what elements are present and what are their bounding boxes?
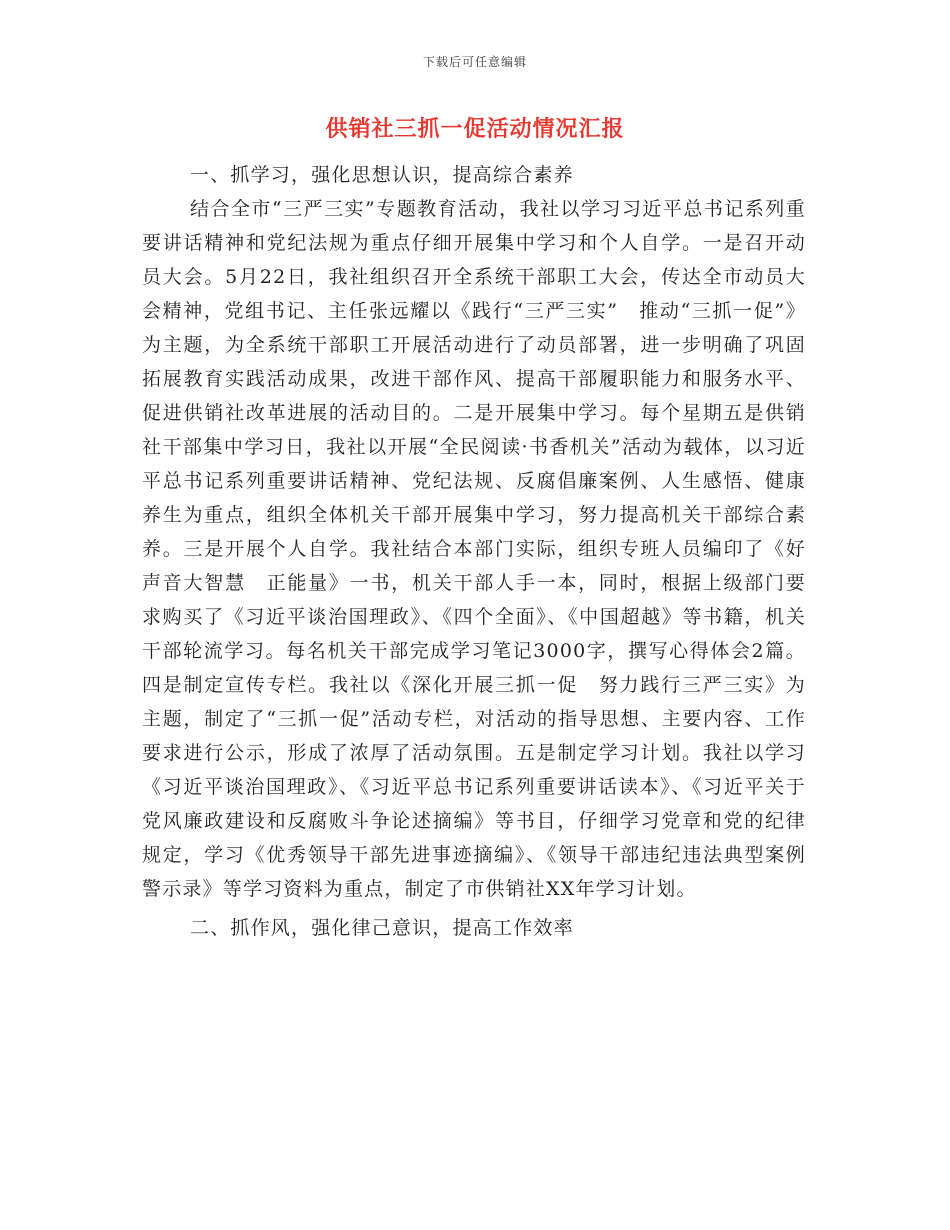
page-header-note: 下载后可任意编辑 bbox=[422, 55, 527, 69]
document-body bbox=[142, 158, 806, 945]
document-title: 供销社三抓一促活动情况汇报 bbox=[325, 116, 625, 142]
section-1-paragraph: 结合全市“三严三实”专题教育活动，我社以学习习近平总书记系列重要讲话精神和党纪法规为重点仔细开展集中学习和个人自学。一是召开动员大会。5月22日，我社组织召开全系统干部职工大会，传达全市动员大会精神，党组书记、主任张远耀以《践行“三严三实” 推动“三抓一促”》为主题，为全系统干部职工开展活动进行了动员部署，进一步明确了巩固拓展教育实践活动成果，改进干部作风、提高干部履职能力和服务水平、促进供销社改革进展的活动目的。二是开展集中学习。每个星期五是供销社干部集中学习日，我社以开展“全民阅读·书香机关”活动为载体，以习近平总书记系列重要讲话精神、党纪法规、反腐倡廉案例、人生感悟、健康养生为重点，组织全体机关干部开展集中学习，努力提高机关干部综合素养。三是开展个人自学。我社结合本部门实际，组织专班人员编印了《好声音大智慧 正能量》一书，机关干部人手一本，同时，根据上级部门要求购买了《习近平谈治国理政》、《四个全面》、《中国超越》等书籍，机关干部轮流学习。每名机关干部完成学习笔记3000字，撰写心得体会2篇。四是制定宣传专栏。我社以《深化开展三抓一促 努力践行三严三实》为主题，制定了“三抓一促”活动专栏，对活动的指导思想、主要内容、工作要求进行公示，形成了浓厚了活动氛围。五是制定学习计划。我社以学习《习近平谈治国理政》、《习近平总书记系列重要讲话读本》、《习近平关于党风廉政建设和反腐败斗争论述摘编》等书目，仔细学习党章和党的纪律规定，学习《优秀领导干部先进事迹摘编》、《领导干部违纪违法典型案例警示录》等学习资料为重点，制定了市供销社XX年学习计划。 bbox=[142, 198, 806, 900]
section-2-heading: 二、抓作风，强化律己意识，提高工作效率 bbox=[190, 917, 574, 939]
section-1-heading: 一、抓学习，强化思想认识，提高综合素养 bbox=[190, 164, 574, 186]
